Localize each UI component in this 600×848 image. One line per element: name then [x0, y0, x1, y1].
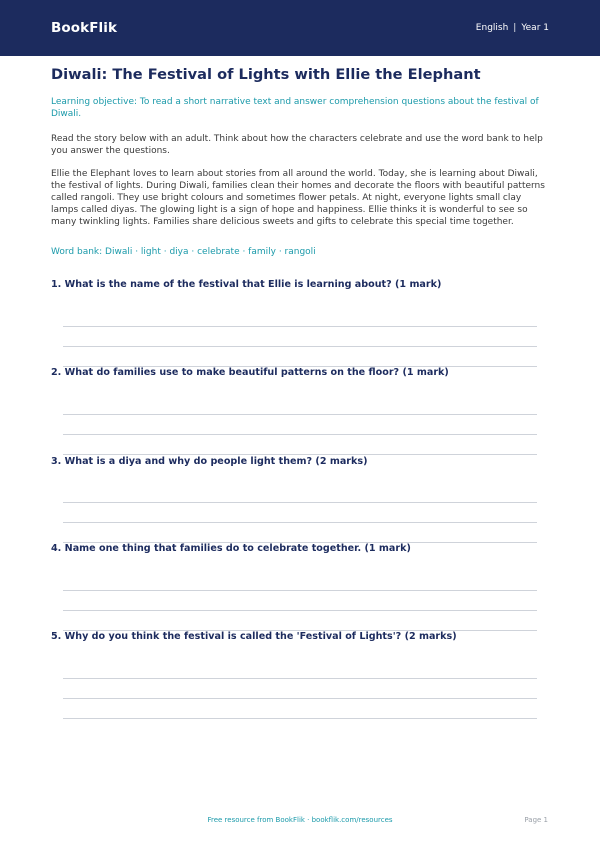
instructions: Read the story below with an adult. Think about how the characters celebrate and use the word bank to help you answer the questions.: [51, 134, 543, 156]
header-meta: [476, 23, 549, 33]
answer-line[interactable]: [63, 610, 537, 611]
answer-line[interactable]: [63, 346, 537, 347]
question-3: 3. What is a diya and why do people light them? (2 marks): [51, 456, 368, 467]
year-label: Year 1: [521, 23, 549, 33]
subject-label: English: [475, 23, 509, 33]
answer-line[interactable]: [63, 454, 537, 455]
learning-objective: Learning objective: To read a short narrative text and answer comprehension questions about the festival of Diwali.: [51, 97, 539, 119]
answer-line[interactable]: [63, 718, 537, 719]
worksheet-title: Diwali: The Festival of Lights with Ellie the Elephant: [51, 66, 481, 83]
answer-line[interactable]: [63, 502, 537, 503]
header-separator: |: [513, 23, 517, 33]
footer-source: Free resource from BookFlik · bookflik.com/resources: [207, 816, 393, 824]
answer-line[interactable]: [63, 522, 537, 523]
answer-line[interactable]: [63, 414, 537, 415]
answer-line[interactable]: [63, 434, 537, 435]
page-header: [0, 0, 600, 56]
page-number: Page 1: [524, 816, 548, 824]
word-bank: Word bank: Diwali · light · diya · celebrate · family · rangoli: [51, 247, 316, 257]
answer-line[interactable]: [63, 590, 537, 591]
answer-line[interactable]: [63, 326, 537, 327]
answer-line[interactable]: [63, 698, 537, 699]
question-2: 2. What do families use to make beautiful patterns on the floor? (1 mark): [51, 367, 449, 378]
brand-logo: BookFlik: [51, 20, 118, 36]
question-1: 1. What is the name of the festival that Ellie is learning about? (1 mark): [51, 279, 442, 290]
question-4: 4. Name one thing that families do to celebrate together. (1 mark): [51, 543, 411, 554]
answer-line[interactable]: [63, 678, 537, 679]
question-5: 5. Why do you think the festival is called the 'Festival of Lights'? (2 marks): [51, 631, 457, 642]
story-text: Ellie the Elephant loves to learn about stories from all around the world. Today, she is learning about Diwali, the festival of lights. During Diwali, families clean their homes and decorate the floors with beautiful patterns called rangoli. They use bright colours and sometimes flower petals. At night, everyone lights small clay lamps called diyas. The glowing light is a sign of hope and happiness. Ellie thinks it is wonderful to see so many twinkling lights. Families share delicious sweets and gifts to celebrate this special time together.: [51, 169, 545, 227]
page-footer: [0, 816, 600, 828]
